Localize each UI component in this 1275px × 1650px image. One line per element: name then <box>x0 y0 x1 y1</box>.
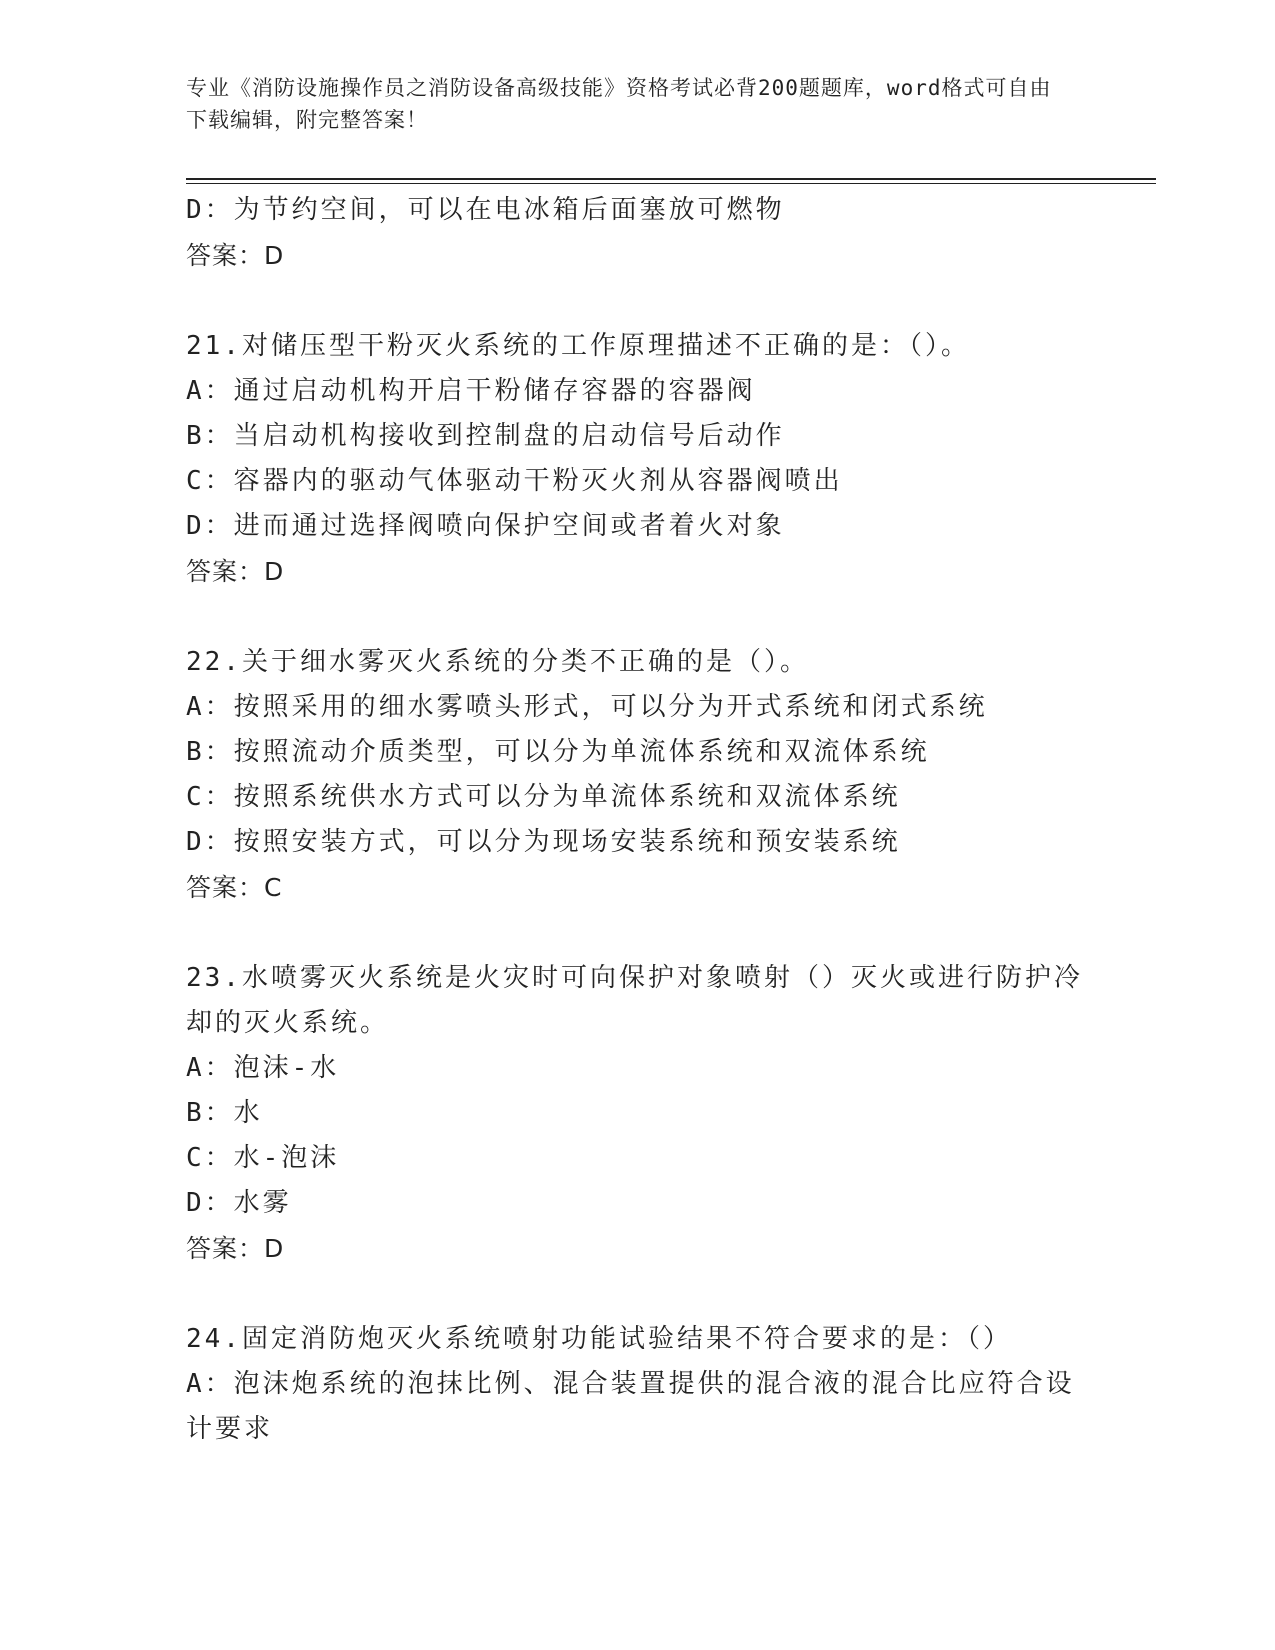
option-b: B：当启动机构接收到控制盘的启动信号后动作 <box>186 421 785 451</box>
option-a: A：泡沫-水 <box>186 1053 340 1083</box>
question-stem: 24.固定消防炮灭火系统喷射功能试验结果不符合要求的是：（） <box>186 1324 1012 1354</box>
header-divider-thick <box>186 178 1156 180</box>
option-c: C：容器内的驱动气体驱动干粉灭火剂从容器阀喷出 <box>186 466 843 496</box>
question-content <box>186 188 1086 1452</box>
question-block-24 <box>186 1317 1086 1452</box>
option-d: D：为节约空间，可以在电冰箱后面塞放可燃物 <box>186 195 785 225</box>
option-b: B：水 <box>186 1098 263 1128</box>
answer-line: 答案：D <box>186 1234 285 1263</box>
option-a: A：通过启动机构开启干粉储存容器的容器阀 <box>186 376 756 406</box>
option-d: D：水雾 <box>186 1188 292 1218</box>
question-block-23 <box>186 956 1086 1271</box>
document-header: 专业《消防设施操作员之消防设备高级技能》资格考试必背200题题库，word格式可自由下载编辑，附完整答案！ <box>186 76 1052 132</box>
spacer <box>186 1271 1086 1317</box>
answer-line: 答案：D <box>186 557 285 586</box>
option-a: A：按照采用的细水雾喷头形式，可以分为开式系统和闭式系统 <box>186 692 988 722</box>
answer-line: 答案：D <box>186 241 285 270</box>
question-stem: 21.对储压型干粉灭火系统的工作原理描述不正确的是：（）。 <box>186 331 970 361</box>
question-stem: 23.水喷雾灭火系统是火灾时可向保护对象喷射（）灭火或进行防护冷却的灭火系统。 <box>186 963 1083 1038</box>
question-block-22 <box>186 640 1086 910</box>
answer-line: 答案：C <box>186 873 283 902</box>
question-stem: 22.关于细水雾灭火系统的分类不正确的是（）。 <box>186 647 809 677</box>
option-d: D：按照安装方式，可以分为现场安装系统和预安装系统 <box>186 827 901 857</box>
option-c: C：水-泡沫 <box>186 1143 340 1173</box>
option-b: B：按照流动介质类型，可以分为单流体系统和双流体系统 <box>186 737 930 767</box>
header-divider-thin <box>186 183 1156 184</box>
option-d: D：进而通过选择阀喷向保护空间或者着火对象 <box>186 511 785 541</box>
question-block-21 <box>186 324 1086 594</box>
spacer <box>186 278 1086 324</box>
spacer <box>186 594 1086 640</box>
option-a: A：泡沫炮系统的泡抹比例、混合装置提供的混合液的混合比应符合设计要求 <box>186 1369 1075 1444</box>
option-c: C：按照系统供水方式可以分为单流体系统和双流体系统 <box>186 782 901 812</box>
spacer <box>186 910 1086 956</box>
